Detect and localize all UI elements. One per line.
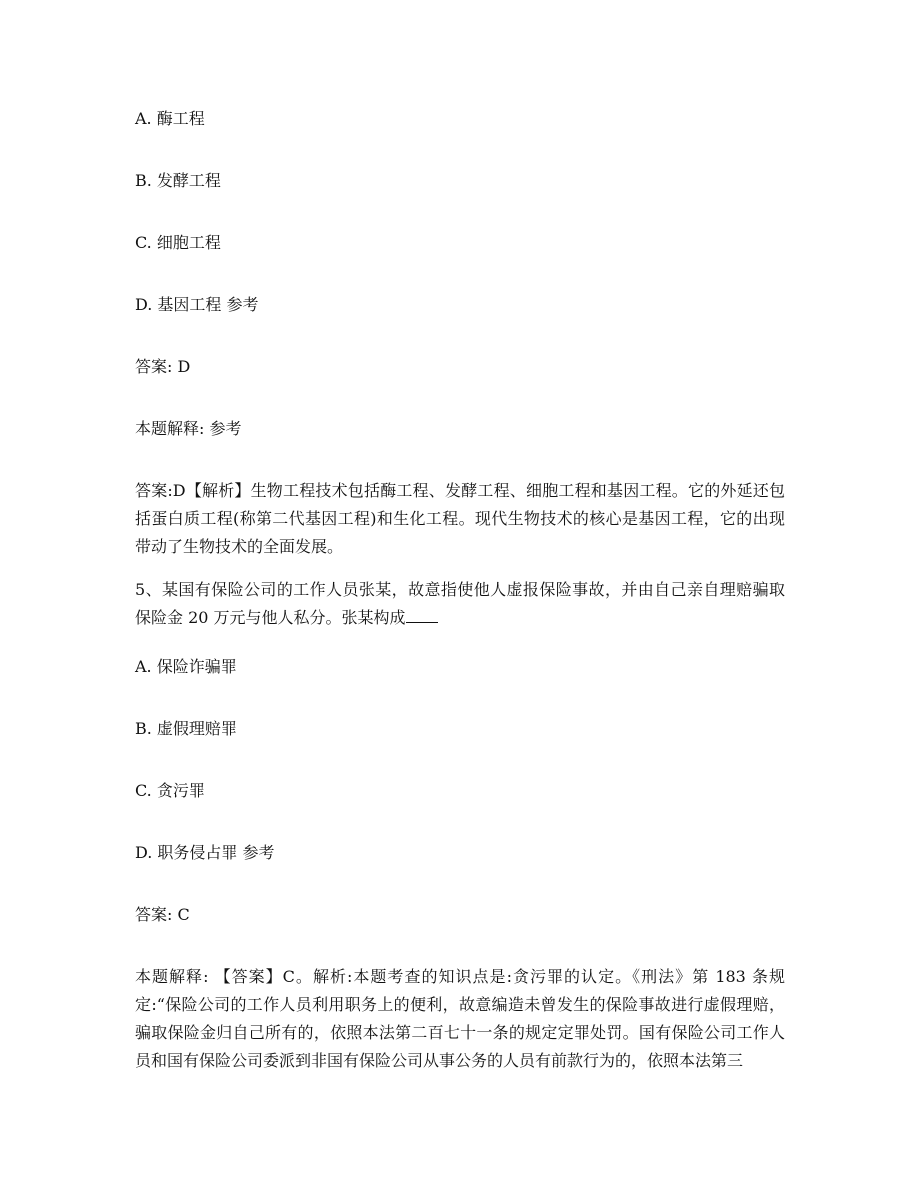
- q5-explanation: 本题解释: 【答案】C。解析:本题考查的知识点是:贪污罪的认定。《刑法》第 183 条规定:“保险公司的工作人员利用职务上的便利，故意编造未曾发生的保险事故进行虚假理赔，骗取保险金归自己所有的，依照本法第二百七十一条的规定定罪处罚。国有保险公司工作人员和国有保险公司委派到非国有保险公司从事公务的人员有前款行为的，依照本法第三: [135, 967, 785, 1070]
- answer-blank: [406, 606, 438, 623]
- q4-option-a: A. 酶工程: [135, 109, 205, 128]
- q5-answer: 答案: C: [135, 905, 190, 924]
- q4-explanation: 答案:D【解析】生物工程技术包括酶工程、发酵工程、细胞工程和基因工程。它的外延还包括蛋白质工程(称第二代基因工程)和生化工程。现代生物技术的核心是基因工程，它的出现带动了生物技术的全面发展。: [135, 481, 785, 556]
- q4-option-c: C. 细胞工程: [135, 233, 221, 252]
- q5-option-d: D. 职务侵占罪 参考: [135, 843, 275, 862]
- q5-stem: [135, 576, 785, 632]
- q5-option-b: B. 虚假理赔罪: [135, 719, 237, 738]
- q4-answer: 答案: D: [135, 357, 191, 376]
- q5-option-a: A. 保险诈骗罪: [135, 657, 237, 676]
- q4-explanation-label: 本题解释: 参考: [135, 419, 242, 438]
- q5-stem-text: 5、某国有保险公司的工作人员张某，故意指使他人虚报保险事故，并由自己亲自理赔骗取保险金 20 万元与他人私分。张某构成: [135, 580, 785, 627]
- q5-option-c: C. 贪污罪: [135, 781, 205, 800]
- q4-option-b: B. 发酵工程: [135, 171, 221, 190]
- q4-option-d: D. 基因工程 参考: [135, 295, 259, 314]
